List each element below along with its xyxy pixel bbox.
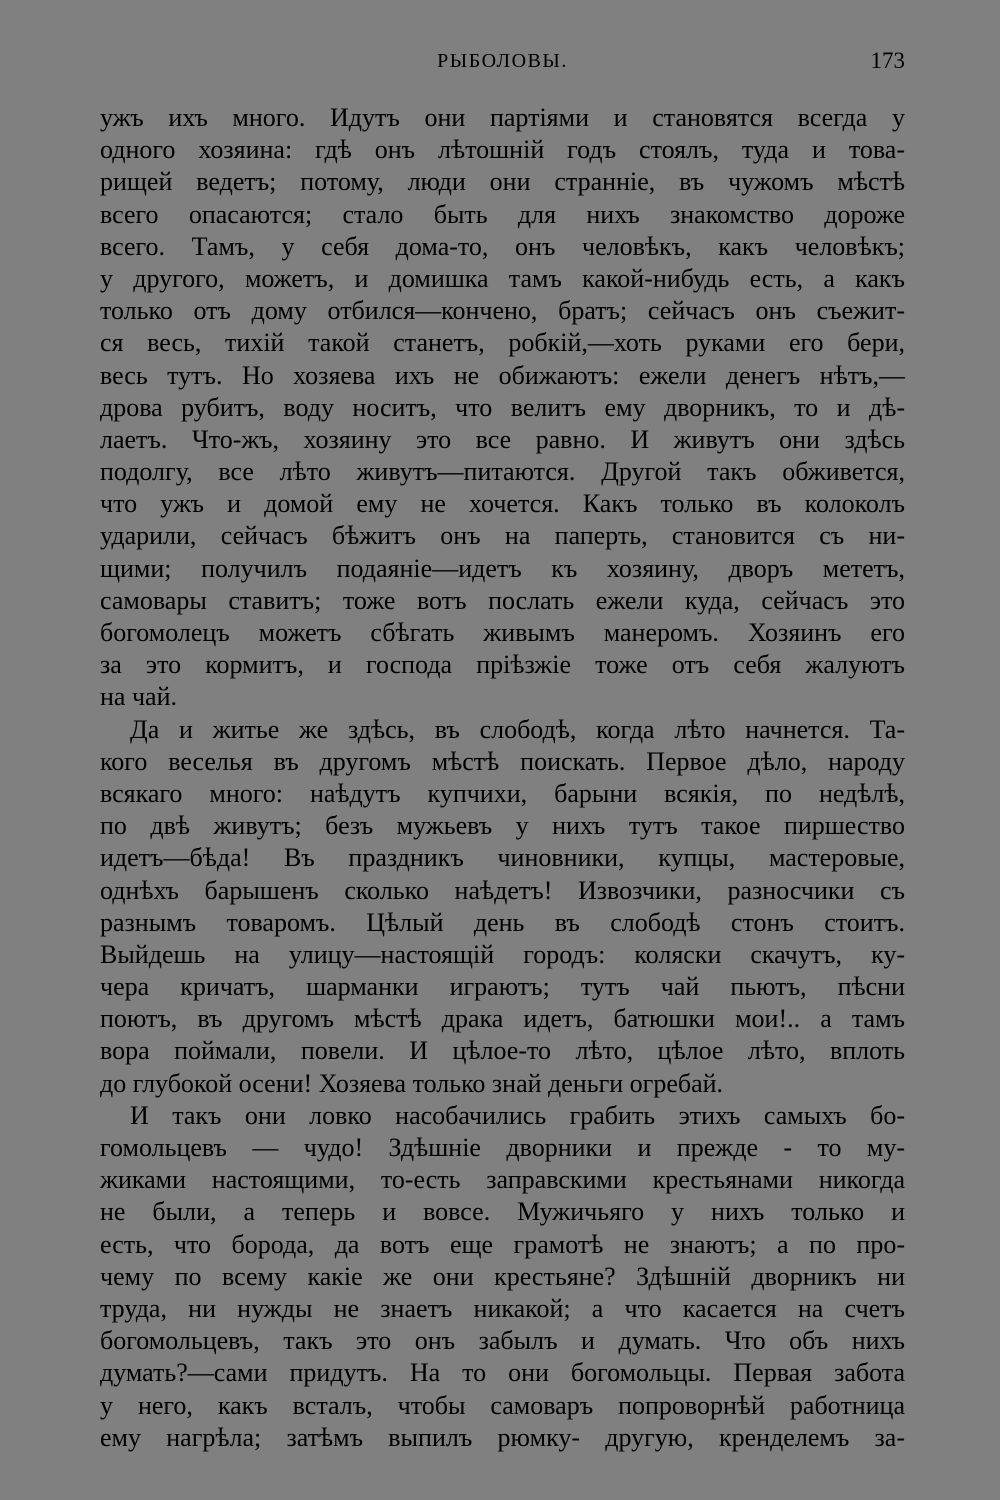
text-line: вора поймали, повели. И цѣлое-то лѣто, цѣлое лѣто, вплоть — [100, 1036, 905, 1066]
text-line: на чай. — [100, 682, 177, 712]
text-line: гомольцевъ — чудо! Здѣшніе дворники и прежде - то му- — [100, 1133, 905, 1162]
text-line: что ужъ и домой ему не хочется. Какъ только въ колоколъ — [100, 489, 905, 519]
text-line: у другого, можетъ, и домишка тамъ какой-нибудь есть, а какъ — [100, 263, 905, 293]
text-line: по двѣ живутъ; безъ мужьевъ у нихъ тутъ такое пиршество — [100, 811, 905, 841]
text-line: поютъ, въ другомъ мѣстѣ драка идетъ, батюшки мои!.. а тамъ — [100, 1004, 905, 1034]
running-title: РЫБОЛОВЫ. — [437, 50, 568, 72]
text-line: кого веселья въ другомъ мѣстѣ поискать. Первое дѣло, народу — [100, 746, 905, 776]
text-line: только отъ дому отбился—кончено, братъ; сейчасъ онъ съежит- — [100, 296, 905, 326]
text-line: труда, ни нужды не знаетъ никакой; а что касается на счетъ — [100, 1293, 905, 1323]
text-line: богомольцевъ, такъ это онъ забылъ и думать. Что объ нихъ — [100, 1326, 905, 1356]
text-line: ся весь, тихій такой станетъ, робкій,—хоть руками его бери, — [100, 328, 905, 358]
text-line: самовары ставитъ; тоже вотъ послать ежели куда, сейчасъ это — [100, 585, 905, 615]
body-text — [100, 102, 905, 1454]
text-line: весь тутъ. Но хозяева ихъ не обижаютъ: ежели денегъ нѣтъ,— — [100, 360, 905, 390]
page-number: 173 — [870, 48, 905, 73]
text-line: ему нагрѣла; затѣмъ выпилъ рюмку- другую, кренделемъ за- — [100, 1422, 905, 1452]
text-line: есть, что борода, да вотъ еще грамотѣ не знаютъ; а по про- — [100, 1229, 905, 1259]
text-line: думать?—сами придутъ. На то они богомольцы. Первая забота — [100, 1358, 905, 1388]
text-line: богомолецъ можетъ сбѣгать живымъ манеромъ. Хозяинъ его — [100, 618, 905, 647]
text-line: разнымъ товаромъ. Цѣлый день въ слободѣ стонъ стоитъ. — [100, 907, 905, 937]
text-line: за это кормитъ, и господа пріѣзжіе тоже отъ себя жалуютъ — [100, 650, 905, 680]
text-line: И такъ они ловко насобачились грабить этихъ самыхъ бо- — [130, 1100, 905, 1130]
text-line: всего опасаются; стало быть для нихъ знакомство дороже — [100, 199, 905, 229]
text-line: лаетъ. Что-жъ, хозяину это все равно. И живутъ они здѣсь — [100, 424, 905, 454]
running-head — [100, 46, 905, 80]
text-line: Выйдешь на улицу—настоящій городъ: коляски скачутъ, ку- — [100, 939, 905, 969]
text-line: чему по всему какіе же они крестьяне? Здѣшній дворникъ ни — [100, 1261, 905, 1291]
text-line: дрова рубитъ, воду носитъ, что велитъ ему дворникъ, то и дѣ- — [100, 392, 905, 422]
text-line: одного хозяина: гдѣ онъ лѣтошній годъ стоялъ, туда и това- — [100, 135, 905, 165]
text-line: у него, какъ всталъ, чтобы самоваръ попроворнѣй работница — [100, 1390, 905, 1420]
text-line: щими; получилъ подаяніе—идетъ къ хозяину, дворъ мететъ, — [100, 553, 905, 583]
text-line: Да и житье же здѣсь, въ слободѣ, когда лѣто начнется. Та- — [130, 714, 905, 744]
text-line: жиками настоящими, то-есть заправскими крестьянами никогда — [100, 1165, 905, 1195]
text-line: всякаго много: наѣдутъ купчихи, барыни всякія, по недѣлѣ, — [100, 778, 905, 808]
text-line: подолгу, все лѣто живутъ—питаются. Другой такъ обживется, — [100, 457, 905, 487]
text-line: рищей ведетъ; потому, люди они странніе, въ чужомъ мѣстѣ — [100, 167, 905, 197]
text-line: всего. Тамъ, у себя дома-то, онъ человѣкъ, какъ человѣкъ; — [100, 231, 905, 261]
text-line: ударили, сейчасъ бѣжитъ онъ на паперть, становится съ ни- — [100, 521, 905, 551]
text-line: идетъ—бѣда! Въ праздникъ чиновники, купцы, мастеровые, — [100, 843, 905, 873]
text-line: однѣхъ барышенъ сколько наѣдетъ! Извозчики, разносчики съ — [100, 875, 905, 905]
text-line: чера кричатъ, шарманки играютъ; тутъ чай пьютъ, пѣсни — [100, 972, 905, 1002]
text-line: не были, а теперь и вовсе. Мужичьяго у нихъ только и — [100, 1197, 905, 1227]
text-line: до глубокой осени! Хозяева только знай деньги огребай. — [100, 1068, 724, 1098]
text-line: ужъ ихъ много. Идутъ они партіями и становятся всегда у — [100, 103, 905, 132]
